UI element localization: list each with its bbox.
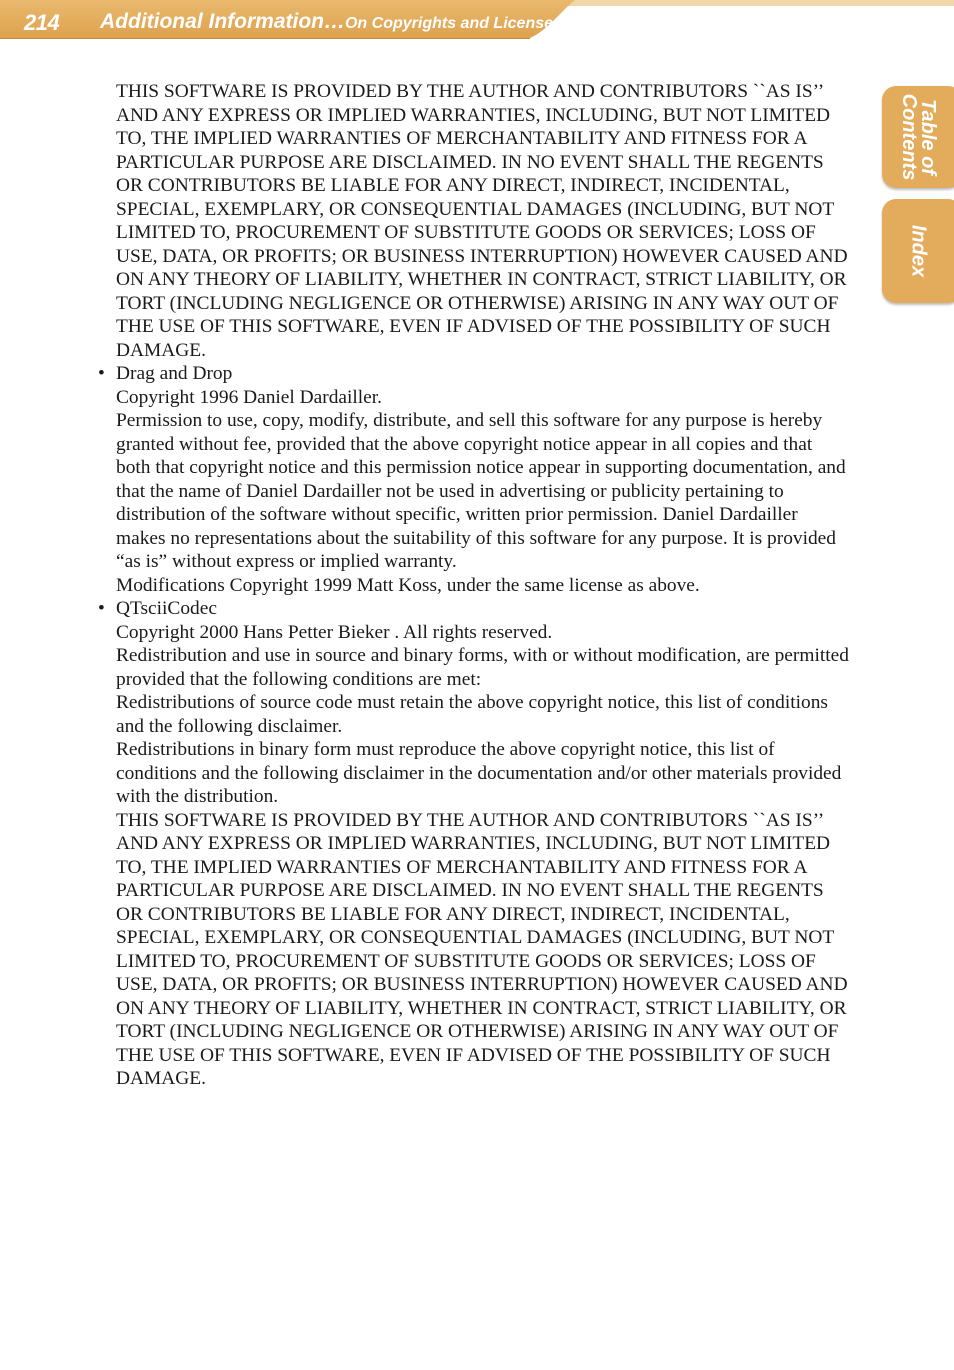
table-of-contents-tab-label: Table of Contents [898, 93, 939, 181]
index-tab-label: Index [907, 224, 930, 278]
entry-permission: Permission to use, copy, modify, distribute, and sell this software for any purpose is hereby granted without fee, provided that the above copyright notice appear in all copies and that both that copyright notice and this permission notice appear in supporting documentation, and that the name of Daniel Dardailler not be used in advertising or publicity pertaining to distribution of the software without specific, written prior permission. Daniel Dardailler makes no representations about the suitability of this software for any purpose. It is provided “as is” without express or implied warranty. [116, 410, 846, 572]
license-entry-drag-and-drop [98, 362, 851, 597]
entry-modifications: Modifications Copyright 1999 Matt Koss, under the same license as above. [116, 574, 700, 596]
table-of-contents-tab[interactable] [882, 86, 954, 188]
section-subtitle: On Copyrights and Licenses [344, 15, 562, 32]
entry-title: Drag and Drop [116, 363, 233, 384]
index-tab[interactable] [882, 199, 954, 303]
bullet-marker: • [98, 363, 105, 384]
entry-binary-condition: Redistributions in binary form must reproduce the above copyright notice, this list of conditions and the following disclaimer in the documentation and/or other materials provided with the distribution. [116, 739, 842, 807]
disclaimer-paragraph-top: THIS SOFTWARE IS PROVIDED BY THE AUTHOR AND CONTRIBUTORS ``AS IS’’ AND ANY EXPRESS OR IMPLIED WARRANTIES, INCLUDING, BUT NOT LIMITED TO, THE IMPLIED WARRANTIES OF MERCHANTABILITY AND FITNESS FOR A PARTICULAR PURPOSE ARE DISCLAIMED. IN NO EVENT SHALL THE REGENTS OR CONTRIBUTORS BE LIABLE FOR ANY DIRECT, INDIRECT, INCIDENTAL, SPECIAL, EXEMPLARY, OR CONSEQUENTIAL DAMAGES (INCLUDING, BUT NOT LIMITED TO, PROCUREMENT OF SUBSTITUTE GOODS OR SERVICES; LOSS OF USE, DATA, OR PROFITS; OR BUSINESS INTERRUPTION) HOWEVER CAUSED AND ON ANY THEORY OF LIABILITY, WHETHER IN CONTRACT, STRICT LIABILITY, OR TORT (INCLUDING NEGLIGENCE OR OTHERWISE) ARISING IN ANY WAY OUT OF THE USE OF THIS SOFTWARE, EVEN IF ADVISED OF THE POSSIBILITY OF SUCH DAMAGE. [116, 81, 848, 361]
entry-copyright: Copyright 1996 Daniel Dardailler. [116, 386, 383, 408]
page-header [0, 0, 954, 40]
entry-copyright: Copyright 2000 Hans Petter Bieker . All rights reserved. [116, 621, 553, 643]
bullet-marker: • [98, 598, 105, 619]
entry-source-condition: Redistributions of source code must retain the above copyright notice, this list of conditions and the following disclaimer. [116, 692, 828, 737]
disclaimer-paragraph-bottom: THIS SOFTWARE IS PROVIDED BY THE AUTHOR AND CONTRIBUTORS ``AS IS’’ AND ANY EXPRESS OR IMPLIED WARRANTIES, INCLUDING, BUT NOT LIMITED TO, THE IMPLIED WARRANTIES OF MERCHANTABILITY AND FITNESS FOR A PARTICULAR PURPOSE ARE DISCLAIMED. IN NO EVENT SHALL THE REGENTS OR CONTRIBUTORS BE LIABLE FOR ANY DIRECT, INDIRECT, INCIDENTAL, SPECIAL, EXEMPLARY, OR CONSEQUENTIAL DAMAGES (INCLUDING, BUT NOT LIMITED TO, PROCUREMENT OF SUBSTITUTE GOODS OR SERVICES; LOSS OF USE, DATA, OR PROFITS; OR BUSINESS INTERRUPTION) HOWEVER CAUSED AND ON ANY THEORY OF LIABILITY, WHETHER IN CONTRACT, STRICT LIABILITY, OR TORT (INCLUDING NEGLIGENCE OR OTHERWISE) ARISING IN ANY WAY OUT OF THE USE OF THIS SOFTWARE, EVEN IF ADVISED OF THE POSSIBILITY OF SUCH DAMAGE. [116, 809, 848, 1089]
section-title [100, 10, 562, 34]
entry-title: QTsciiCodec [116, 598, 217, 619]
license-entry-qtsciicodec [98, 597, 851, 1091]
license-text-body [98, 80, 851, 1091]
page-number: 214 [24, 10, 60, 35]
section-title-main: Additional Information… [100, 10, 345, 33]
entry-redistribution: Redistribution and use in source and binary forms, with or without modification, are permitted provided that the following conditions are met: [116, 645, 849, 690]
